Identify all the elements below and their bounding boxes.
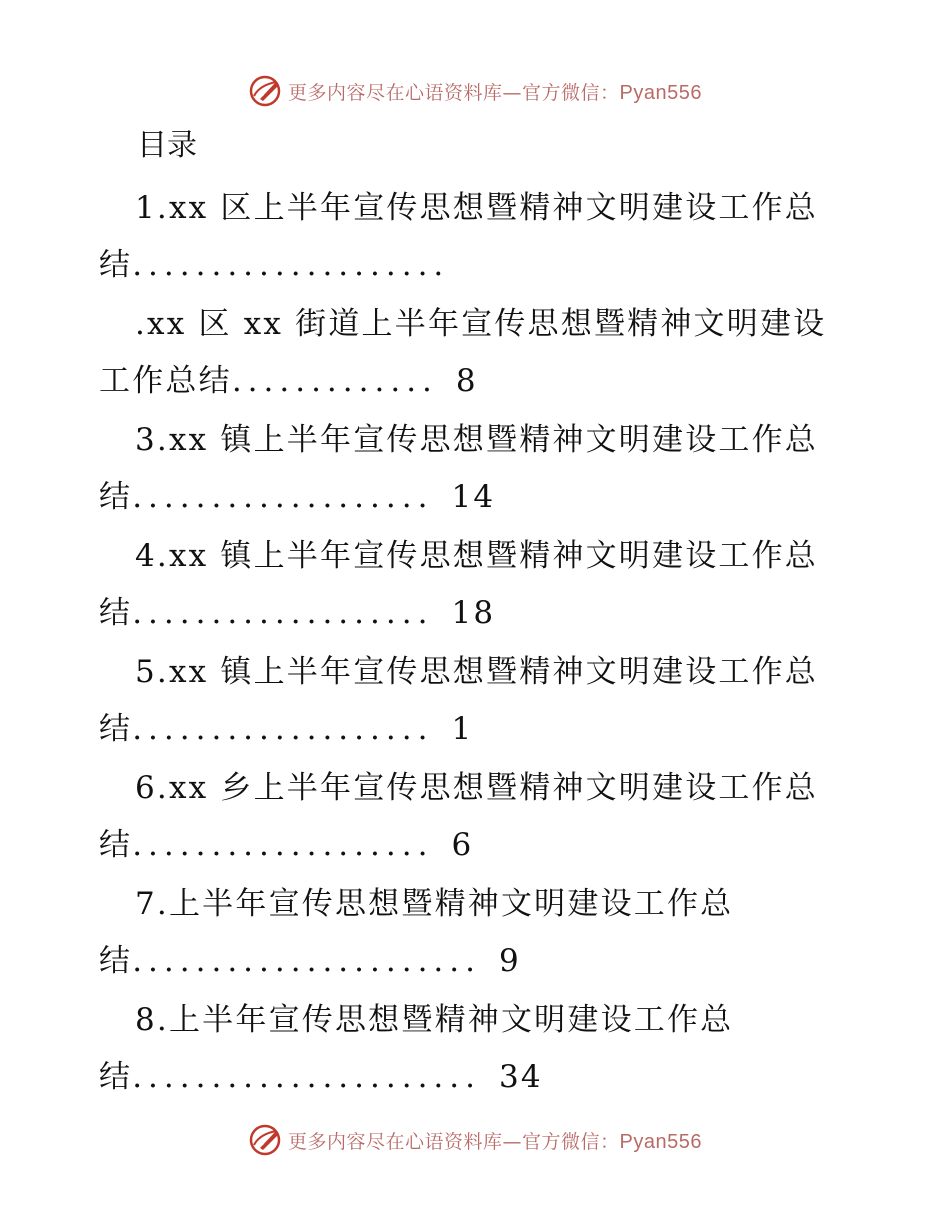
toc-entry[interactable] — [0, 995, 950, 1111]
toc-entry[interactable] — [0, 647, 950, 763]
toc-entry-title: .xx 区 xx 街道上半年宣传思想暨精神文明建设 — [135, 306, 827, 342]
toc-leader-dots: ................... — [132, 479, 434, 515]
toc-entry-title: 7.上半年宣传思想暨精神文明建设工作总 — [135, 886, 734, 922]
toc-entry[interactable] — [0, 879, 950, 995]
toc-entry-title: 5.xx 镇上半年宣传思想暨精神文明建设工作总 — [135, 654, 818, 690]
toc-leader-dots: ............. — [231, 363, 438, 399]
toc-entry-title: 3.xx 镇上半年宣传思想暨精神文明建设工作总 — [135, 422, 818, 458]
toc-leader-dots: ...................... — [132, 943, 481, 979]
watermark-banner-top — [0, 71, 950, 111]
toc-leader-dots: ................... — [132, 827, 434, 863]
toc-leader-dots: ................... — [132, 595, 434, 631]
toc-entry[interactable] — [0, 531, 950, 647]
toc-page-number: 34 — [499, 1059, 543, 1095]
toc-page-number: 9 — [499, 943, 521, 979]
toc-page-number: 1 — [451, 711, 474, 747]
toc-entry[interactable] — [0, 299, 950, 415]
toc-entry[interactable] — [0, 415, 950, 531]
toc-page-number: 6 — [451, 827, 474, 863]
pen-logo-icon — [248, 1123, 282, 1157]
toc-page-number: 8 — [455, 363, 478, 399]
toc-entry-title: 8.上半年宣传思想暨精神文明建设工作总 — [135, 1002, 734, 1038]
toc-page-number: 18 — [451, 595, 496, 631]
toc-entry-title-cont: 结 — [99, 943, 133, 979]
toc-entry-title: 6.xx 乡上半年宣传思想暨精神文明建设工作总 — [135, 770, 818, 806]
watermark-banner-bottom — [0, 1120, 950, 1160]
watermark-text: 更多内容尽在心语资料库—官方微信：Pyan556 — [288, 81, 702, 104]
toc-entry-title-cont: 工作总结 — [99, 363, 232, 399]
toc-entry-title-cont: 结 — [99, 711, 133, 747]
toc-leader-dots: .................... — [132, 247, 450, 283]
toc-entry-title-cont: 结 — [99, 479, 133, 515]
pen-logo-icon — [248, 74, 282, 108]
toc-leader-dots: ................... — [132, 711, 434, 747]
toc-entry-title-cont: 结 — [99, 595, 133, 631]
toc-title: 目录 — [137, 128, 197, 163]
toc-entry-title: 4.xx 镇上半年宣传思想暨精神文明建设工作总 — [135, 538, 818, 574]
toc-page-number: 14 — [451, 479, 496, 515]
watermark-text: 更多内容尽在心语资料库—官方微信：Pyan556 — [288, 1130, 702, 1153]
toc-entry-title-cont: 结 — [99, 1059, 133, 1095]
toc-entry-title-cont: 结 — [99, 247, 133, 283]
toc-entry[interactable] — [0, 183, 950, 299]
toc-entry[interactable] — [0, 763, 950, 879]
toc-entry-title: 1.xx 区上半年宣传思想暨精神文明建设工作总 — [135, 190, 818, 226]
toc-leader-dots: ...................... — [132, 1059, 481, 1095]
toc-entry-title-cont: 结 — [99, 827, 133, 863]
